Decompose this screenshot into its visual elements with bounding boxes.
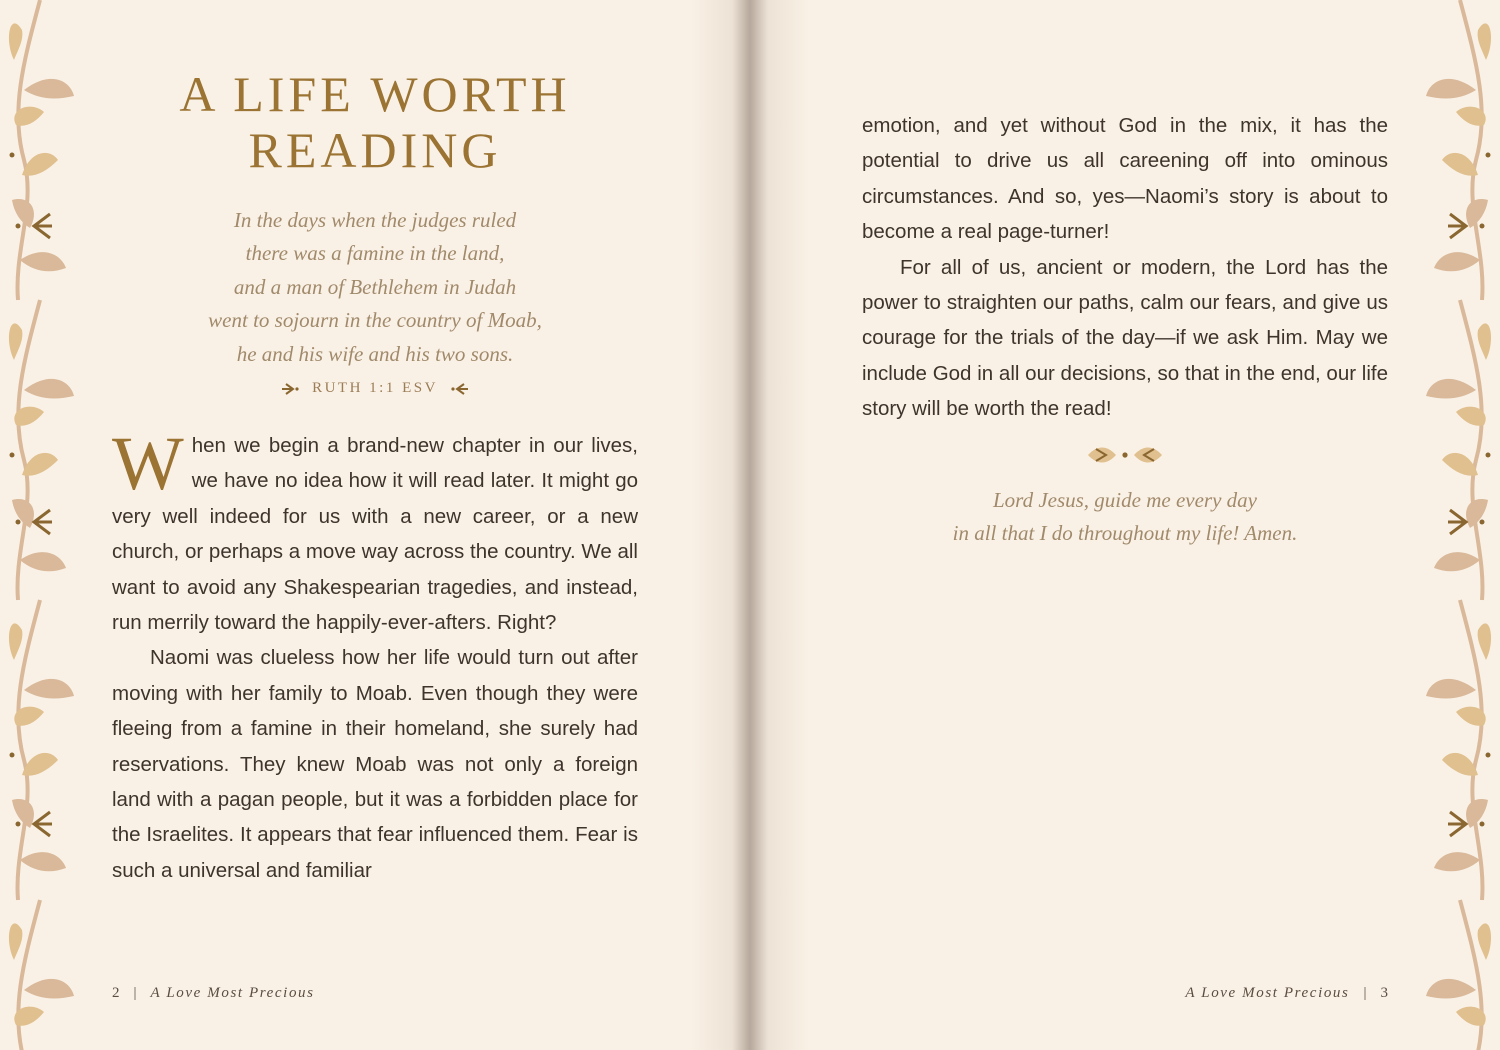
epigraph-line: he and his wife and his two sons.	[236, 341, 514, 366]
epigraph-line: and a man of Bethlehem in Judah	[233, 274, 517, 299]
left-vine-border-ornament	[0, 0, 80, 1050]
chapter-title-line: A LIFE WORTH	[179, 66, 571, 122]
body-paragraph: For all of us, ancient or modern, the Lord has the power to straighten our paths, calm our fears, and give us courage for the trials of the day—if we ask Him. May we include God in all our decisions, so that in the end, our life story will be worth the read!	[862, 255, 1388, 421]
epigraph-line: went to sojourn in the country of Moab,	[208, 308, 542, 333]
prayer-line: in all that I do throughout my life! Amen.	[952, 521, 1298, 545]
folio-separator: |	[133, 985, 137, 1001]
scripture-reference	[100, 380, 650, 397]
running-title: A Love Most Precious	[150, 985, 315, 1001]
scripture-epigraph	[100, 204, 650, 371]
body-paragraph: emotion, and yet without God in the mix, it has the potential to drive us all careening off into ominous circumstances. And so, yes—Naomi’s story is about to become a real page-turner!	[862, 114, 1388, 244]
prayer-line: Lord Jesus, guide me every day	[993, 488, 1257, 512]
epigraph-line: In the days when the judges ruled	[233, 208, 517, 232]
running-title: A Love Most Precious	[1185, 985, 1350, 1001]
epigraph-line: there was a famine in the land,	[245, 241, 505, 266]
right-page-footer	[1185, 985, 1388, 1002]
folio-separator: |	[1363, 985, 1367, 1001]
leaf-divider-ornament-icon	[1082, 440, 1168, 470]
right-body-text	[862, 108, 1388, 427]
left-body-text	[112, 422, 638, 888]
arrow-left-ornament-icon	[450, 382, 470, 396]
paragraph-text: hen we begin a brand-new chapter in our lives, we have no idea how it will read later. It might go very well indeed for us with a new career, or a new church, or perhaps a move way across the country. We all want to avoid any Shakespearian tragedies, and instead, run merrily toward the happily-ever-afters. Right?	[112, 434, 638, 635]
scripture-reference-text: RUTH 1:1 ESV	[312, 380, 438, 397]
closing-prayer	[862, 484, 1388, 550]
arrow-right-ornament-icon	[280, 382, 300, 396]
book-gutter-shadow	[690, 0, 810, 1050]
page-number: 3	[1380, 985, 1388, 1001]
left-page-footer	[112, 985, 315, 1002]
page-number: 2	[112, 985, 120, 1001]
chapter-title-line: READING	[248, 122, 502, 178]
drop-cap: W	[112, 422, 184, 506]
body-paragraph: Naomi was clueless how her life would turn out after moving with her family to Moab. Even though they were fleeing from a famine in their homeland, she surely had reservations. They knew Moab was not only a foreign land with a pagan people, but it was a forbidden place for the Israelites. It appears that fear influenced them. Fear is such a universal and familiar	[112, 646, 638, 882]
right-vine-border-ornament	[1420, 0, 1500, 1050]
chapter-title	[100, 66, 650, 178]
body-paragraph	[112, 422, 638, 640]
